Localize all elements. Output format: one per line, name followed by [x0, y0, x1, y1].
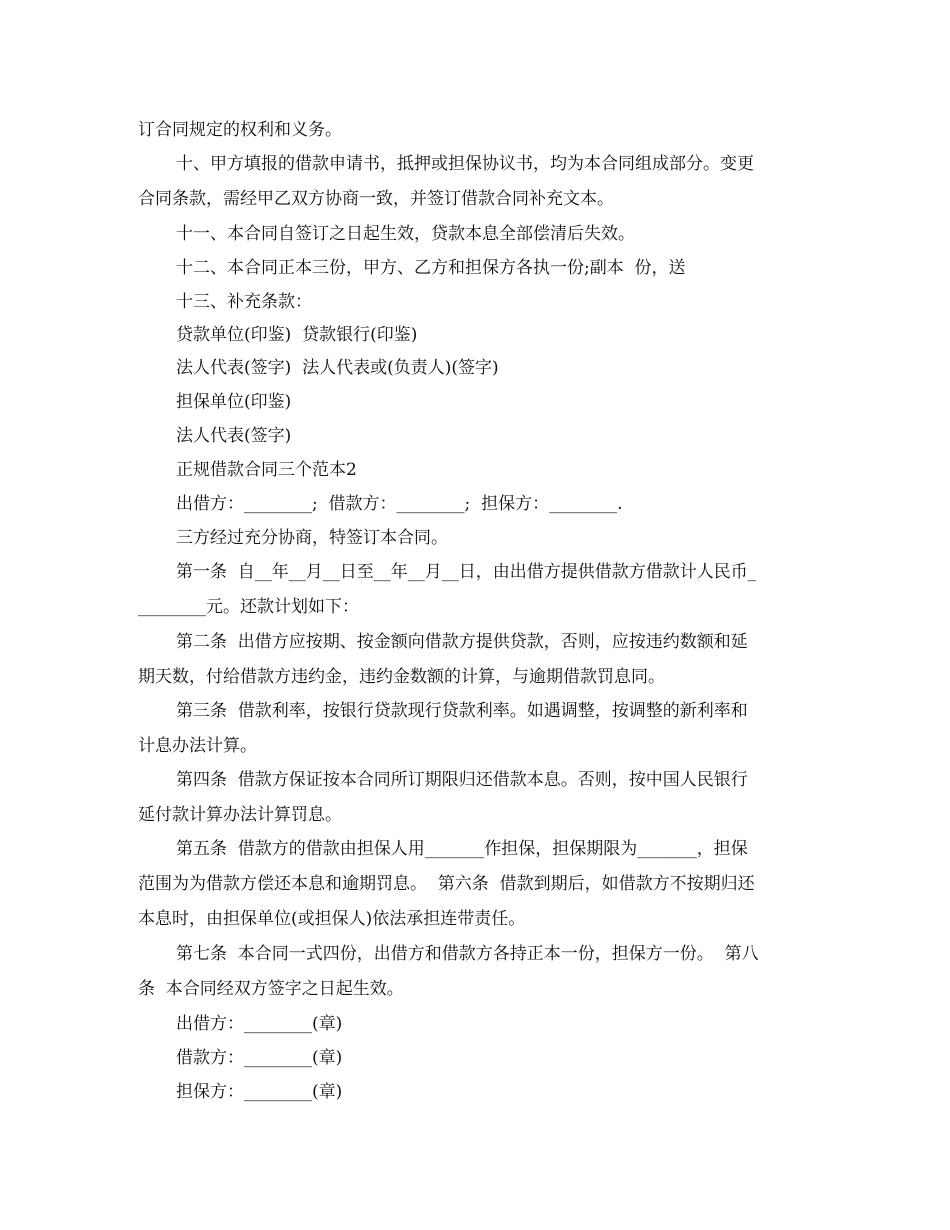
text-line: 十、甲方填报的借款申请书，抵押或担保协议书，均为本合同组成部分。变更 — [176, 154, 754, 174]
text-line: 第七条 本合同一式四份，出借方和借款方各持正本一份，担保方一份。 第八 — [176, 944, 759, 964]
text-line: 十二、本合同正本三份，甲方、乙方和担保方各执一份;副本 份，送 — [176, 258, 686, 278]
text-line: 第四条 借款方保证按本合同所订期限归还借款本息。否则，按中国人民银行 — [176, 770, 748, 790]
text-line: 担保单位(印鉴) — [176, 392, 292, 412]
text-line: 第三条 借款利率，按银行贷款现行贷款利率。如遇调整，按调整的新利率和 — [176, 701, 748, 721]
text-line: 第一条 自__年__月__日至__年__月__日，由出借方提供借款方借款计人民币_ — [176, 562, 757, 582]
text-line: 本息时，由担保单位(或担保人)依法承担连带责任。 — [138, 909, 526, 929]
text-line: 范围为为借款方偿还本息和逾期罚息。 第六条 借款到期后，如借款方不按期归还 — [138, 874, 755, 894]
signature-line: 出借方：________(章) — [176, 1014, 343, 1034]
text-line: 十三、补充条款： — [176, 292, 312, 312]
text-line: 法人代表(签字) — [176, 426, 292, 446]
text-line: 贷款单位(印鉴) 贷款银行(印鉴) — [176, 325, 418, 345]
text-line: 合同条款，需经甲乙双方协商一致，并签订借款合同补充文本。 — [138, 189, 614, 209]
text-line: 三方经过充分协商，特签订本合同。 — [176, 528, 448, 548]
text-line: 第五条 借款方的借款由担保人用_______作担保，担保期限为_______，担保 — [176, 839, 748, 859]
text-line: 延付款计算办法计算罚息。 — [138, 805, 342, 825]
text-line: 第二条 出借方应按期、按金额向借款方提供贷款，否则，应按违约数额和延 — [176, 632, 748, 652]
signature-line: 担保方：________(章) — [176, 1082, 343, 1102]
text-line: 订合同规定的权利和义务。 — [138, 120, 342, 140]
signature-line: 借款方：________(章) — [176, 1048, 343, 1068]
text-line: 出借方：________; 借款方：________; 担保方：________. — [176, 494, 623, 514]
text-line: 十一、本合同自签订之日起生效，贷款本息全部偿清后失效。 — [176, 224, 635, 244]
text-line: ________元。还款计划如下： — [138, 597, 359, 617]
text-line: 法人代表(签字) 法人代表或(负责人)(签字) — [176, 358, 499, 378]
text-line: 条 本合同经双方签字之日起生效。 — [138, 979, 404, 999]
section-title: 正规借款合同三个范本2 — [176, 460, 357, 480]
text-line: 计息办法计算。 — [138, 736, 257, 756]
text-line: 期天数，付给借款方违约金，违约金数额的计算，与逾期借款罚息同。 — [138, 667, 665, 687]
